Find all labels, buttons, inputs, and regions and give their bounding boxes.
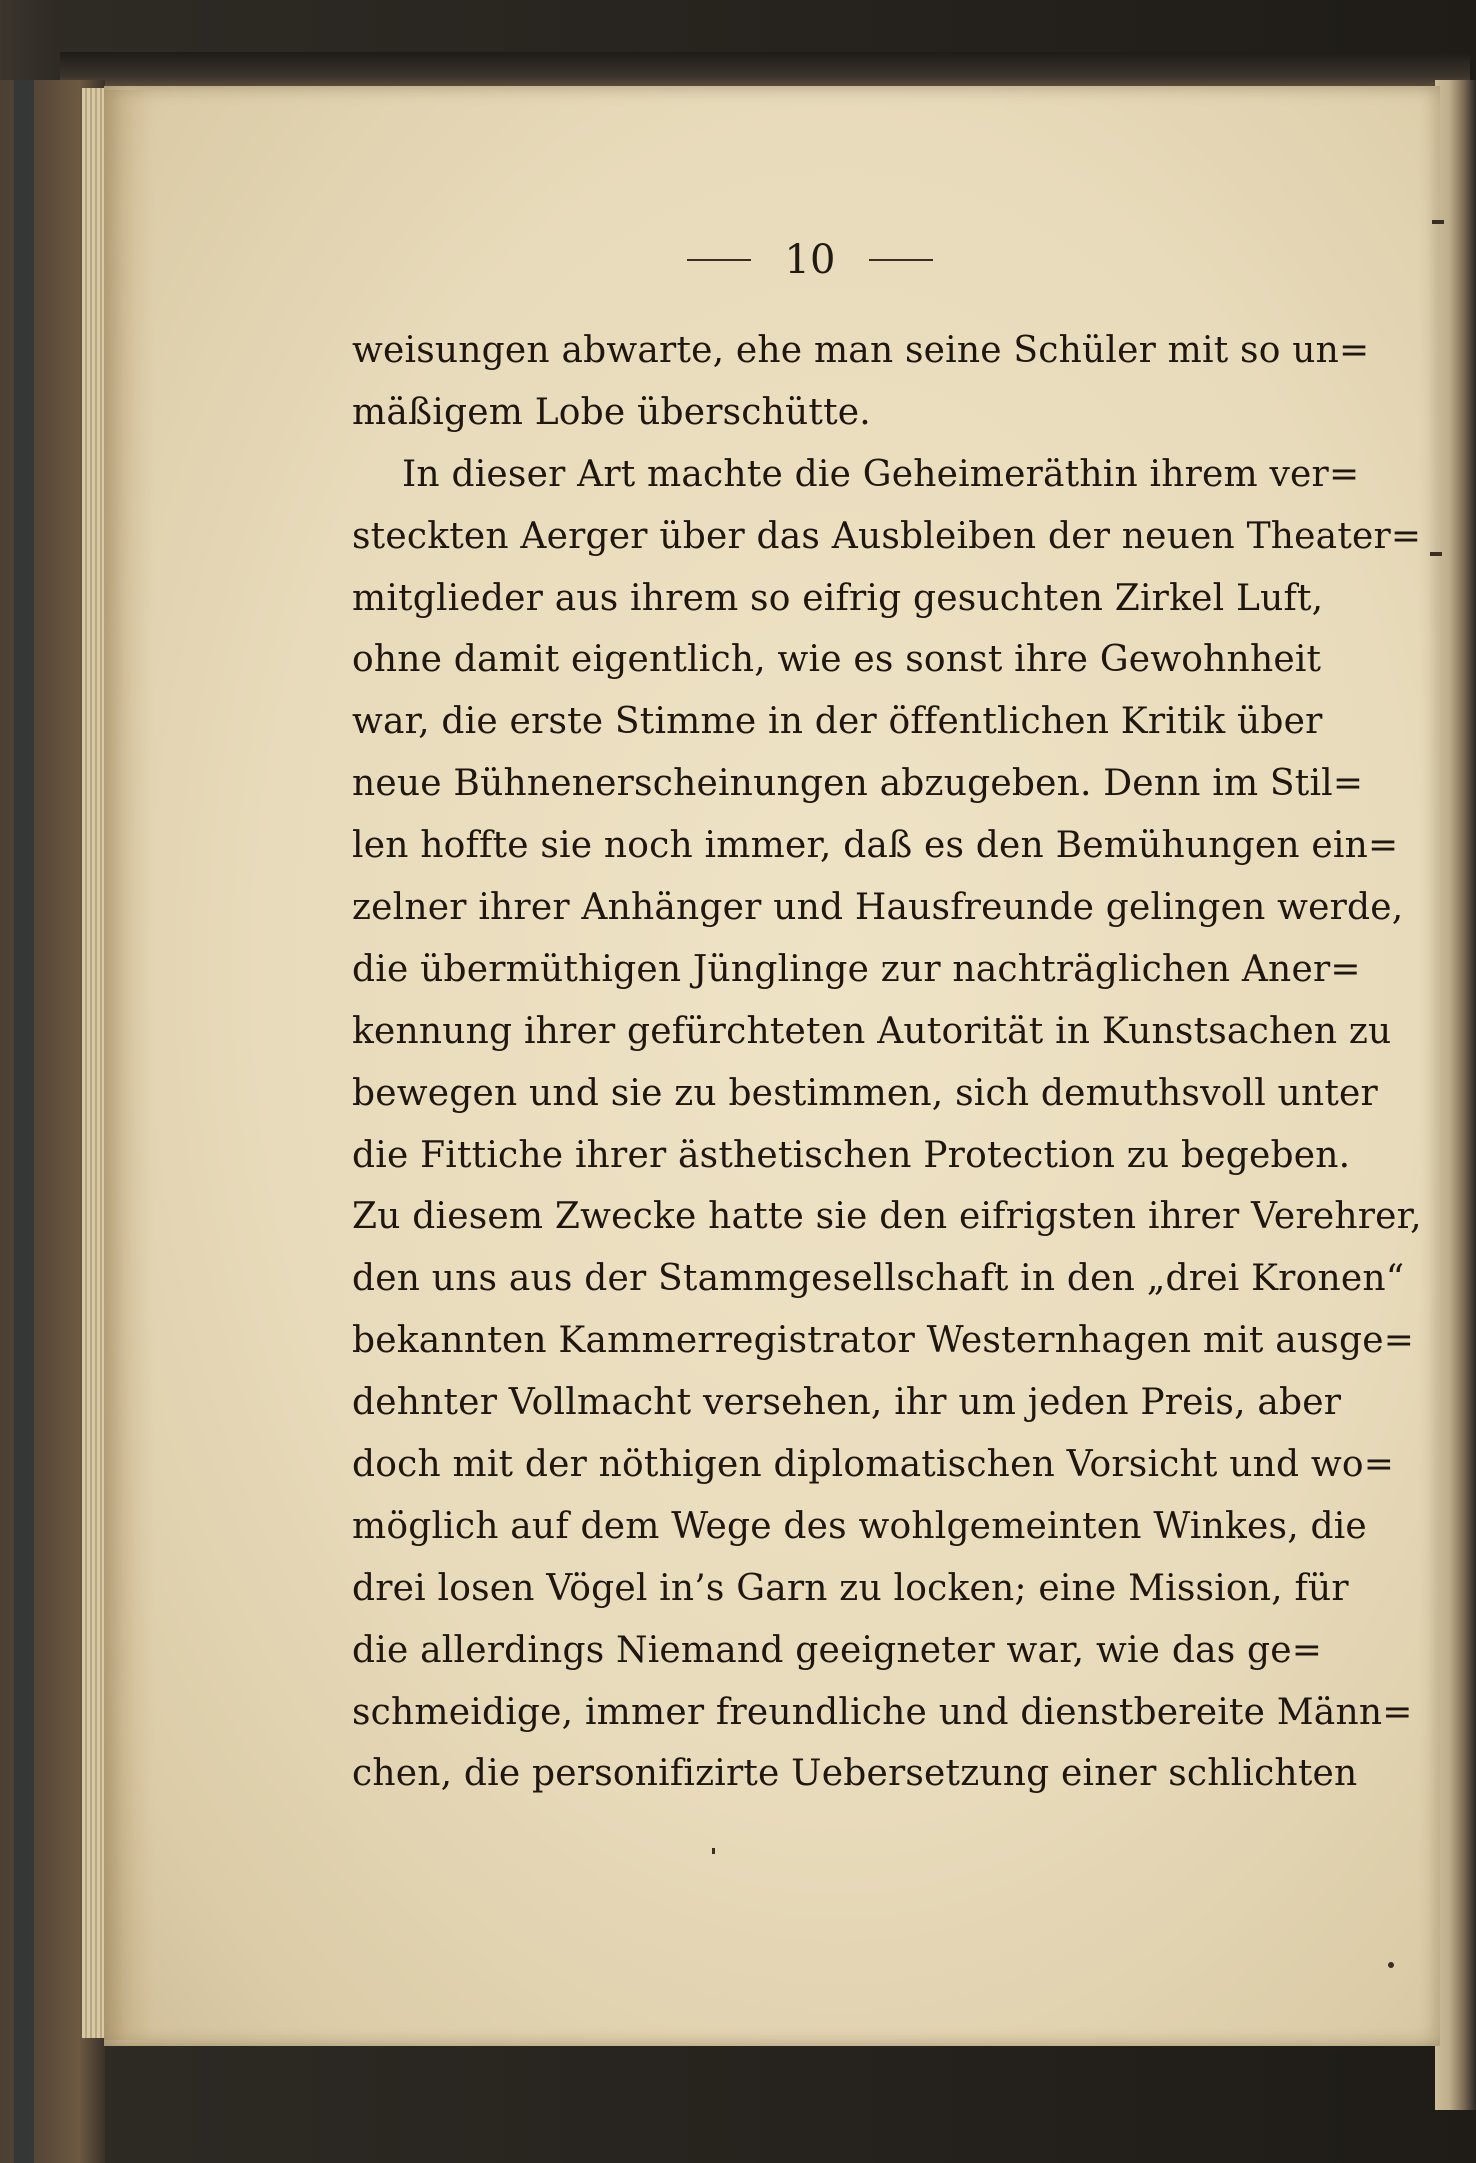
text-line: steckten Aerger über das Ausbleiben der neuen Theater= <box>352 515 1422 557</box>
page-header <box>670 230 950 290</box>
header-rule-left <box>687 259 751 261</box>
text-line: den uns aus der Stammgesellschaft in den „drei Kronen“ <box>352 1258 1405 1300</box>
ink-speck <box>712 1848 715 1854</box>
header-rule-right <box>869 259 933 261</box>
text-line: war, die erste Stimme in der öffentlichen Kritik über <box>352 701 1323 743</box>
text-line: die Fittiche ihrer ästhetischen Protection zu begeben. <box>352 1134 1351 1176</box>
text-line: ohne damit eigentlich, wie es sonst ihre Gewohnheit <box>352 639 1322 681</box>
text-line: len hoffte sie noch immer, daß es den Bemühungen ein= <box>352 825 1399 867</box>
page-number: 10 <box>784 237 836 283</box>
text-line: weisungen abwarte, ehe man seine Schüler mit so un= <box>352 330 1370 371</box>
text-line: mäßigem Lobe überschütte. <box>352 391 871 433</box>
facing-page-edge <box>1435 80 1476 2110</box>
text-line: mitglieder aus ihrem so eifrig gesuchten Zirkel Luft, <box>352 577 1324 619</box>
text-line: In dieser Art machte die Geheimeräthin ihrem ver= <box>402 453 1360 495</box>
gutter-shadow <box>104 90 154 2040</box>
text-line: chen, die personifizirte Uebersetzung einer schlichten <box>352 1753 1358 1795</box>
text-line: bekannten Kammerregistrator Westernhagen mit ausge= <box>352 1320 1415 1362</box>
text-line: bewegen und sie zu bestimmen, sich demuthsvoll unter <box>352 1072 1378 1114</box>
text-line: neue Bühnenerscheinungen abzugeben. Denn im Stil= <box>352 763 1364 805</box>
text-line: dehnter Vollmacht versehen, ihr um jeden Preis, aber <box>352 1382 1342 1424</box>
book-spine-strip <box>14 80 34 2163</box>
text-line: Zu diesem Zwecke hatte sie den eifrigsten ihrer Verehrer, <box>352 1196 1422 1238</box>
body-text <box>352 320 1422 1805</box>
text-line: möglich auf dem Wege des wohlgemeinten Winkes, die <box>352 1505 1367 1547</box>
text-line: kennung ihrer gefürchteten Autorität in Kunstsachen zu <box>352 1010 1392 1052</box>
edge-mark <box>1432 220 1444 224</box>
ink-speck <box>1388 1962 1394 1968</box>
edge-mark <box>1430 552 1442 556</box>
text-line: doch mit der nöthigen diplomatischen Vorsicht und wo= <box>352 1444 1395 1486</box>
text-line: drei losen Vögel in’s Garn zu locken; eine Mission, für <box>352 1567 1349 1609</box>
text-line: die übermüthigen Jünglinge zur nachträglichen Aner= <box>352 948 1361 990</box>
text-line: zelner ihrer Anhänger und Hausfreunde gelingen werde, <box>352 887 1404 929</box>
text-line: die allerdings Niemand geeigneter war, wie das ge= <box>352 1629 1323 1671</box>
text-line: schmeidige, immer freundliche und dienstbereite Männ= <box>352 1691 1413 1733</box>
